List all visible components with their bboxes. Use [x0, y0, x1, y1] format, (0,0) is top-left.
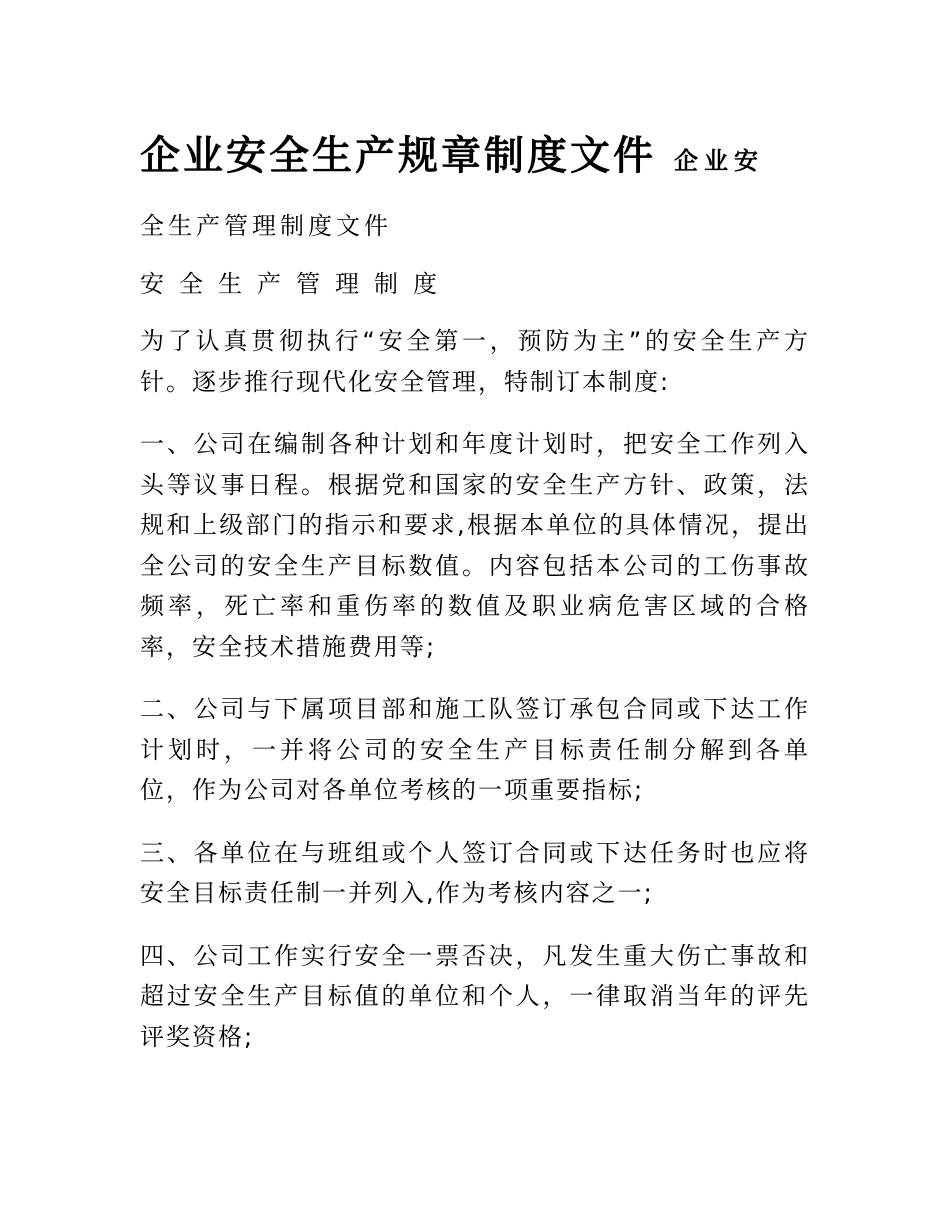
- paragraph-item-3: 三、各单位在与班组或个人签订合同或下达任务时也应将安全目标责任制一并列入,作为考核内容之一;: [140, 838, 810, 907]
- document-subtitle: 全生产管理制度文件: [140, 212, 392, 240]
- section-heading: 安全生产管理制度: [140, 270, 452, 298]
- paragraph-intro: 为了认真贯彻执行“安全第一，预防为主”的安全生产方针。逐步推行现代化安全管理，特制订本制度:: [140, 327, 810, 396]
- paragraph-item-1: 一、公司在编制各种计划和年度计划时，把安全工作列入头等议事日程。根据党和国家的安全生产方针、政策，法规和上级部门的指示和要求,根据本单位的具体情况，提出全公司的安全生产目标数值。内容包括本公司的工伤事故频率，死亡率和重伤率的数值及职业病危害区域的合格率，安全技术措施费用等;: [140, 430, 810, 661]
- title-tail: 企业安: [674, 147, 764, 175]
- document-title: [140, 124, 810, 193]
- paragraph-item-4: 四、公司工作实行安全一票否决，凡发生重大伤亡事故和超过安全生产目标值的单位和个人，一律取消当年的评先评奖资格;: [140, 941, 810, 1051]
- paragraph-item-2: 二、公司与下属项目部和施工队签订承包合同或下达工作计划时，一并将公司的安全生产目标责任制分解到各单位，作为公司对各单位考核的一项重要指标;: [140, 695, 810, 804]
- title-main: 企业安全生产规章制度文件: [140, 133, 656, 179]
- document-page: [140, 124, 810, 1057]
